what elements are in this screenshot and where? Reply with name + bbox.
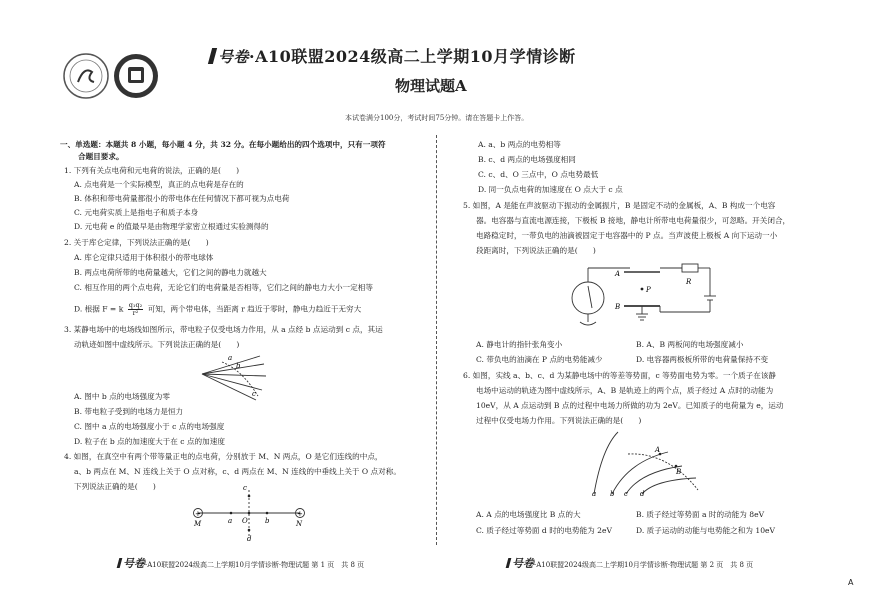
fig5-label-p: P	[646, 286, 651, 294]
brand-name: 号卷	[218, 48, 250, 66]
fraction-denominator: r²	[132, 309, 139, 317]
q1-stem: 1. 下列有关点电荷和元电荷的说法，正确的是( )	[64, 166, 240, 175]
fig6-label-a-point: A	[655, 446, 661, 454]
q5-capacitor-figure	[560, 256, 720, 332]
q6-stem-line1: 6. 如图，实线 a、b、c、d 为某静电场中的等差等势面，c 等势面电势为零。一个质子在该静	[463, 371, 777, 380]
q5-option-c: C. 带负电的油滴在 P 点的电势能减少	[476, 355, 603, 364]
electrometer-needle	[588, 286, 592, 308]
fraction-numerator: q₁q₂	[128, 301, 143, 309]
equipotential-d	[642, 478, 696, 494]
q5-option-b: B. A、B 两板间的电场强度减小	[636, 340, 744, 349]
coulomb-fraction	[128, 302, 144, 317]
fig5-label-b: B	[615, 303, 621, 311]
fig5-label-r: R	[686, 278, 692, 286]
q2-option-c: C. 相互作用的两个点电荷，无论它们的电荷量是否相等，它们之间的静电力大小一定相等	[74, 283, 373, 292]
field-line	[202, 364, 264, 374]
fig5-label-a: A	[615, 270, 621, 278]
field-line	[202, 374, 256, 400]
point-b-dot	[675, 465, 678, 468]
proton-trajectory	[628, 454, 698, 490]
charge-n-plus: +	[297, 510, 303, 518]
q5-stem-line1: 5. 如图，A 是能在声波驱动下振动的金属振片，B 是固定不动的金属板，A、B 构成一个电容	[463, 201, 776, 210]
q6-option-a: A. A 点的电场强度比 B 点的大	[476, 510, 581, 519]
resistor-r	[682, 264, 698, 272]
fig4-label-o: O	[242, 517, 248, 525]
footer-text-1: ·A10联盟2024级高二上学期10月学情诊断·物理试题 第 1 页 共 8 页	[145, 561, 365, 569]
point-o	[248, 512, 251, 515]
footer-text-2: ·A10联盟2024级高二上学期10月学情诊断·物理试题 第 2 页 共 8 页	[534, 561, 754, 569]
q2-option-b: B. 两点电荷所带的电荷量越大，它们之间的静电力就越大	[74, 268, 267, 277]
point-b	[266, 512, 269, 515]
fig3-label-c: c	[252, 390, 256, 398]
exam-title-text: ·A10联盟2024级高二上学期10月学情诊断	[249, 47, 576, 66]
q4-option-a: A. a、b 两点的电势相等	[478, 140, 561, 149]
column-divider	[436, 135, 437, 545]
fig4-label-a: a	[228, 517, 233, 525]
fig4-label-b: b	[265, 517, 270, 525]
point-d	[248, 529, 251, 532]
q5-stem-line3: 电路稳定时，一带负电的油滴被固定于电容器中的 P 点。当声波使上极板 A 向下运动一小	[476, 231, 778, 240]
fig6-label-c: c	[624, 490, 628, 498]
q1-option-a: A. 点电荷是一个实际模型，真正的点电荷是存在的	[74, 180, 244, 189]
q4-option-b: B. c、d 两点的电场强度相同	[478, 155, 576, 164]
charge-m-plus: +	[195, 510, 201, 518]
field-line	[202, 374, 266, 376]
q3-option-c: C. 图中 a 点的电场强度小于 c 点的电场强度	[74, 422, 225, 431]
field-line	[202, 374, 262, 390]
q3-option-d: D. 粒子在 b 点的加速度大于在 c 点的加速度	[74, 437, 225, 446]
school-seal-logo	[62, 52, 110, 100]
q2-option-d-part1: D. 根据 F = k	[74, 304, 124, 314]
q3-stem-line2: 动轨迹如图中虚线所示。下列说法正确的是( )	[74, 340, 240, 349]
section-heading-line2: 合题目要求。	[78, 152, 124, 161]
fig4-label-c: c	[243, 484, 247, 492]
q3-stem-line1: 3. 某静电场中的电场线如图所示，带电粒子仅受电场力作用，从 a 点经 b 点运动到 c 点，其运	[64, 325, 383, 334]
fig4-label-m: M	[194, 520, 202, 528]
q4-option-c: C. c、d、O 三点中，O 点电势最低	[478, 170, 599, 179]
q4-charges-figure	[188, 480, 308, 542]
point-a	[230, 512, 233, 515]
q2-stem: 2. 关于库仑定律，下列说法正确的是( )	[64, 238, 209, 247]
q1-option-d: D. 元电荷 e 的值最早是由物理学家密立根通过实验测得的	[74, 222, 269, 231]
q6-equipotential-figure	[588, 428, 708, 498]
q4-stem-line3: 下列说法正确的是( )	[74, 482, 156, 491]
q1-option-c: C. 元电荷实质上是指电子和质子本身	[74, 208, 199, 217]
q6-option-b: B. 质子经过等势面 a 时的动能为 8eV	[636, 510, 765, 519]
q2-option-a: A. 库仑定律只适用于体积很小的带电球体	[74, 253, 214, 262]
q6-option-d: D. 质子运动的动能与电势能之和为 10eV	[636, 526, 776, 535]
q1-option-b: B. 体积和带电荷量都很小的带电体在任何情况下都可视为点电荷	[74, 194, 290, 203]
fig3-label-b: b	[236, 362, 241, 370]
exam-note: 本试卷满分100分，考试时间75分钟。请在答题卡上作答。	[345, 114, 529, 122]
oil-drop-p	[641, 288, 644, 291]
section-heading-line1: 一、单选题：本题共 8 小题，每小题 4 分，共 32 分。在每小题给出的四个选项中，只有一项符	[60, 140, 386, 149]
point-c	[248, 495, 251, 498]
exam-title	[210, 44, 576, 67]
q6-stem-line4: 过程中仅受电场力作用。下列说法正确的是( )	[476, 416, 642, 425]
alliance-seal-logo	[112, 52, 160, 100]
equipotential-a	[594, 432, 618, 494]
fig6-label-b: b	[610, 490, 615, 498]
q6-stem-line2: 电场中运动的轨迹为图中虚线所示，A、B 是轨迹上的两个点，质子经过 A 点时的动能为	[476, 386, 774, 395]
equipotential-b	[612, 452, 668, 494]
fig6-label-a: a	[592, 490, 597, 498]
fig6-label-b-point: B	[676, 468, 682, 476]
q6-stem-line3: 10eV，从 A 点运动到 B 点的过程中电场力所做的功为 2eV。已知质子的电荷量为 e，运动	[476, 401, 784, 410]
footer-brand-1: 号卷	[123, 557, 145, 570]
q5-option-d: D. 电容器两极板所带的电荷量保持不变	[636, 355, 769, 364]
fig3-label-a: a	[228, 354, 233, 362]
footer-brand-2: 号卷	[512, 557, 534, 570]
q4-stem-line2: a、b 两点在 M、N 连线上关于 O 点对称，c、d 两点在 M、N 连线的中垂线上关于 O 点对称。	[74, 467, 401, 476]
q5-stem-line2: 器。电容器与直流电源连接，下极板 B 接地，静电计所带电电荷量很少，可忽略。开关闭合，	[476, 216, 791, 225]
paper-version-mark: A	[848, 578, 854, 587]
q5-option-a: A. 静电计的指针张角变小	[476, 340, 563, 349]
q3-field-line-figure	[200, 350, 272, 404]
q5-stem-line4: 段距离时，下列说法正确的是( )	[476, 246, 596, 255]
q3-option-b: B. 带电粒子受到的电场力是恒力	[74, 407, 184, 416]
q4-option-d: D. 同一负点电荷的加速度在 O 点大于 c 点	[478, 185, 623, 194]
q2-option-d	[74, 302, 361, 317]
q6-option-c: C. 质子经过等势面 d 时的电势能为 2eV	[476, 526, 612, 535]
footer-brand-mark-icon	[117, 558, 123, 568]
q3-option-a: A. 图中 b 点的电场强度为零	[74, 392, 170, 401]
footer-page-2	[507, 555, 753, 571]
fig4-label-n: N	[296, 520, 303, 528]
fig6-label-d: d	[640, 490, 645, 498]
q4-stem-line1: 4. 如图，在真空中有两个带等量正电的点电荷，分别放于 M、N 两点，O 是它们连线的中点，	[64, 452, 383, 461]
brand-mark-icon	[208, 48, 217, 64]
footer-page-1	[118, 555, 364, 571]
paper-subtitle: 物理试题A	[395, 77, 467, 95]
q2-option-d-part2: 可知，两个带电体，当距离 r 趋近于零时，静电力趋近于无穷大	[147, 304, 362, 314]
fig4-label-d: d	[247, 535, 252, 542]
footer-brand-mark-icon	[506, 558, 512, 568]
